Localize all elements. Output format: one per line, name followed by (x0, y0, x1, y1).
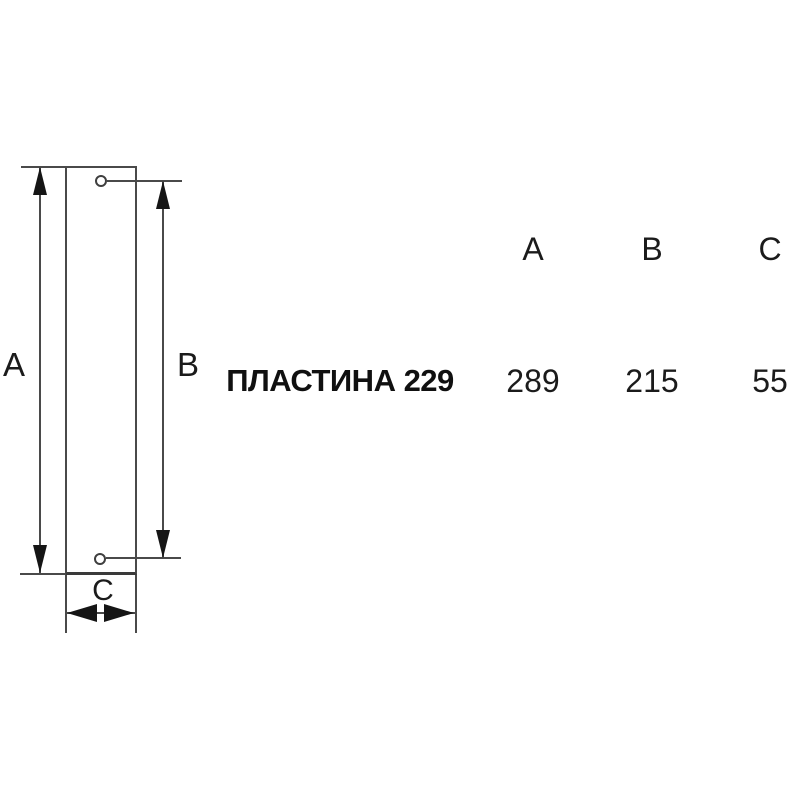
spec-value-b: 215 (625, 363, 679, 399)
dim-b-arrowhead-down-icon (156, 530, 170, 558)
dim-b-label: B (176, 346, 200, 383)
dim-c-extension-right-line (135, 575, 137, 633)
dim-a-extension-bottom-line (20, 573, 66, 575)
spec-value-a: 289 (506, 363, 560, 399)
dim-a-line (39, 167, 41, 573)
dim-a-arrowhead-down-icon (33, 545, 47, 573)
spec-header-b: B (641, 231, 663, 267)
dim-b-extension-top-line (106, 180, 182, 182)
dim-a-arrowhead-up-icon (33, 167, 47, 195)
spec-value-c: 55 (752, 363, 788, 399)
spec-header-c: C (758, 231, 782, 267)
product-title: ПЛАСТИНА 229 (226, 363, 454, 398)
plate-outline (65, 166, 137, 575)
dim-a-label: A (2, 346, 26, 383)
spec-header-a: A (522, 231, 544, 267)
screw-hole-bottom-icon (94, 553, 106, 565)
dim-c-label: C (92, 574, 114, 607)
dim-b-arrowhead-up-icon (156, 181, 170, 209)
dim-b-line (162, 181, 164, 558)
